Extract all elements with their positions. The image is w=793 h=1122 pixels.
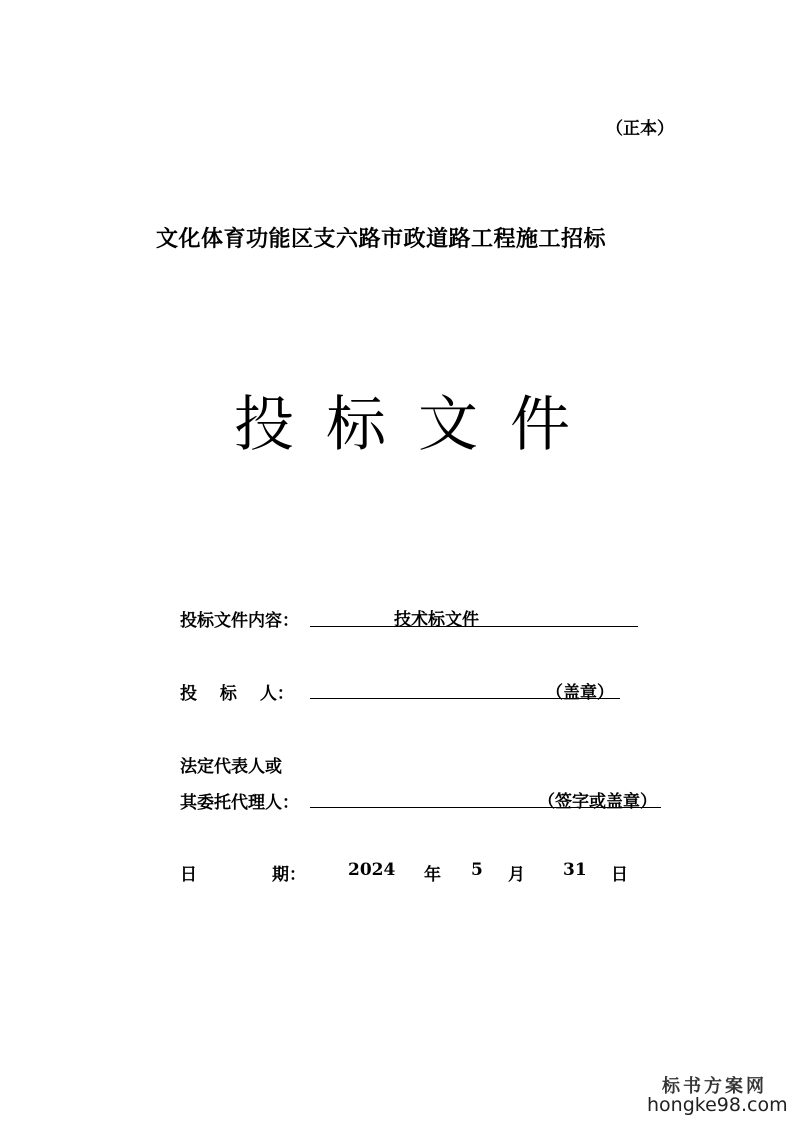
watermark-cn: 标书方案网 xyxy=(662,1076,767,1097)
content-label: 投标文件内容： xyxy=(180,611,299,631)
representative-label-line2: 其委托代理人： xyxy=(180,793,299,813)
date-month-unit: 月 xyxy=(508,865,525,885)
representative-sign-note: （签字或盖章） xyxy=(538,792,657,812)
date-day-unit: 日 xyxy=(611,865,628,885)
date-day: 31 xyxy=(563,860,587,880)
date-label-char2: 期： xyxy=(272,865,306,885)
edition-label: （正本） xyxy=(606,119,674,139)
watermark-url: hongke98.com xyxy=(647,1094,788,1116)
date-label-char1: 日 xyxy=(180,865,197,885)
representative-label-line1: 法定代表人或 xyxy=(180,757,282,777)
date-year-unit: 年 xyxy=(424,865,441,885)
bidder-label: 投 标 人： xyxy=(180,684,294,704)
date-year: 2024 xyxy=(348,860,396,880)
bidder-seal-note: （盖章） xyxy=(546,683,614,703)
project-title: 文化体育功能区支六路市政道路工程施工招标 xyxy=(156,226,607,252)
content-value: 技术标文件 xyxy=(394,610,479,630)
date-month: 5 xyxy=(471,860,483,880)
document-title: 投标文件 xyxy=(234,390,602,460)
